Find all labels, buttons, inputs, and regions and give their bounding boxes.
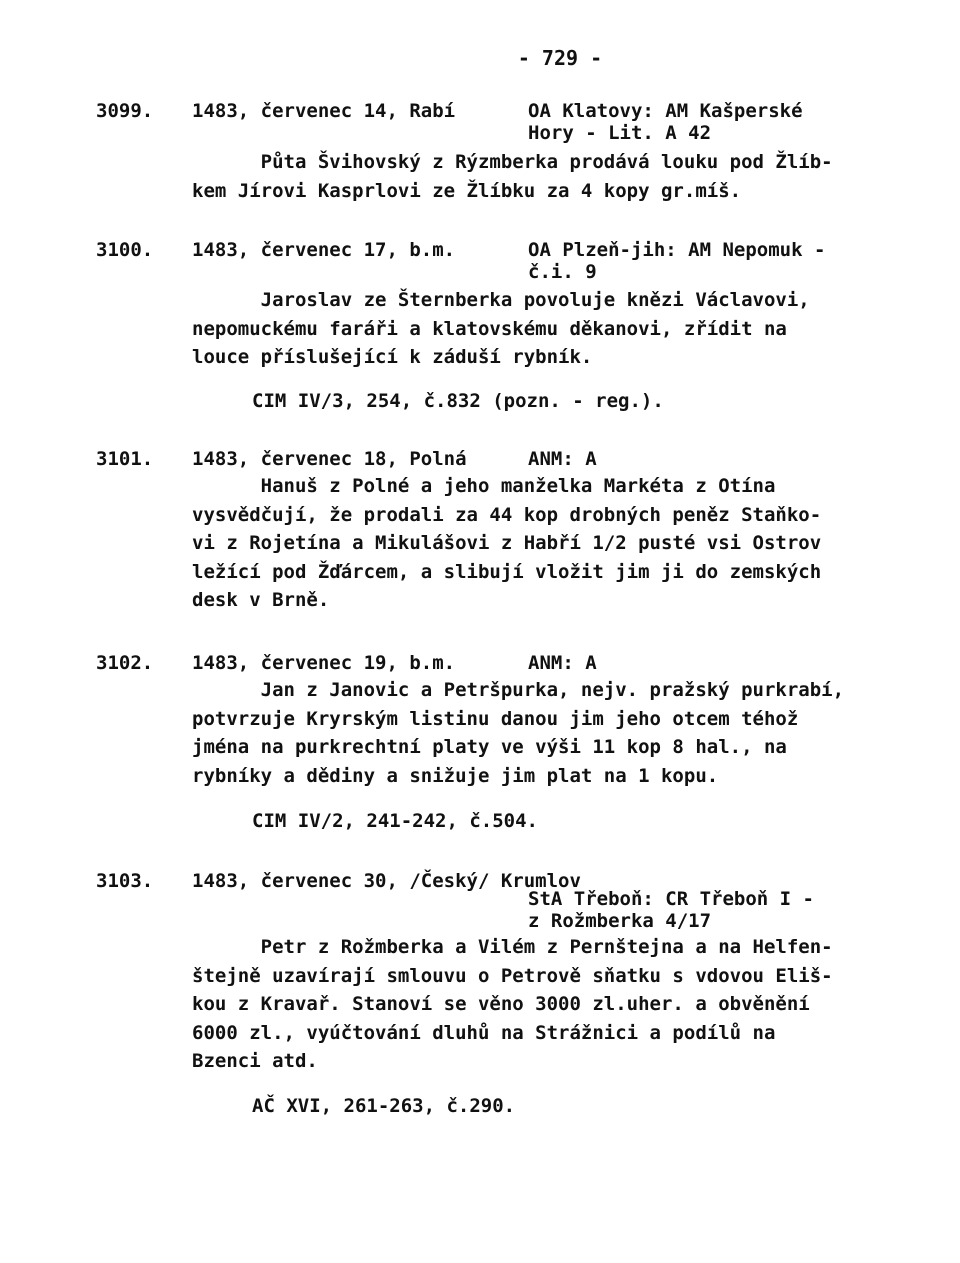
entry-archive-source: OA Klatovy: AM Kašperské Hory - Lit. A 42: [528, 100, 803, 144]
entry-text: Petr z Rožmberka a Vilém z Pernštejna a na Helfen- štejně uzavírají smlouvu o Petrově sňatku s vdovou Eliš- kou z Kravař. Stanoví se věno 3000 zl.uher. a obvěnění 6000 zl., vyúčtování dluhů na Strážnici a podílů na Bzenci atd.: [192, 936, 833, 1072]
entry-archive-source: ANM: A: [528, 448, 597, 470]
entry-archive-source: OA Plzeň-jih: AM Nepomuk - č.i. 9: [528, 239, 826, 283]
entry-text: Jan z Janovic a Petršpurka, nejv. pražský purkrabí, potvrzuje Kryrským listinu danou jim jeho otcem téhož jména na purkrechtní platy ve výši 11 kop 8 hal., na rybníky a dědiny a snižuje jim plat na 1 kopu.: [192, 679, 845, 787]
page-number: - 729 -: [517, 46, 603, 70]
entry-date-place: 1483, červenec 14, Rabí: [192, 100, 456, 122]
entry-date-place: 1483, červenec 30, /Český/ Krumlov: [192, 870, 581, 892]
entry-number: 3103.: [96, 870, 154, 892]
entry-number: 3100.: [96, 239, 154, 261]
entry-date-place: 1483, červenec 18, Polná: [192, 448, 467, 470]
entry-date-place: 1483, červenec 17, b.m.: [192, 239, 456, 261]
entry-number: 3102.: [96, 652, 154, 674]
entry-date-place: 1483, červenec 19, b.m.: [192, 652, 456, 674]
entry-reference: AČ XVI, 261-263, č.290.: [252, 1095, 516, 1117]
entry-text: Půta Švihovský z Rýzmberka prodává louku pod Žlíb- kem Jírovi Kasprlovi ze Žlíbku za 4 kopy gr.míš.: [192, 151, 833, 202]
entry-text: Jaroslav ze Šternberka povoluje knězi Václavovi, nepomuckému faráři a klatovskému děkanovi, zřídit na louce příslušející k záduší rybník.: [192, 289, 810, 368]
entry-number: 3099.: [96, 100, 154, 122]
entry-archive-source: ANM: A: [528, 652, 597, 674]
entry-reference: CIM IV/3, 254, č.832 (pozn. - reg.).: [252, 390, 664, 412]
entry-archive-source: StA Třeboň: CR Třeboň I - z Rožmberka 4/17: [528, 888, 814, 932]
entry-text: Hanuš z Polné a jeho manželka Markéta z Otína vysvědčují, že prodali za 44 kop drobných peněz Staňko- vi z Rojetína a Mikulášovi z Habří 1/2 pusté vsi Ostrov ležící pod Žďárcem, a slibují vložit jim ji do zemských desk v Brně.: [192, 475, 822, 611]
entry-reference: CIM IV/2, 241-242, č.504.: [252, 810, 538, 832]
entry-number: 3101.: [96, 448, 154, 470]
